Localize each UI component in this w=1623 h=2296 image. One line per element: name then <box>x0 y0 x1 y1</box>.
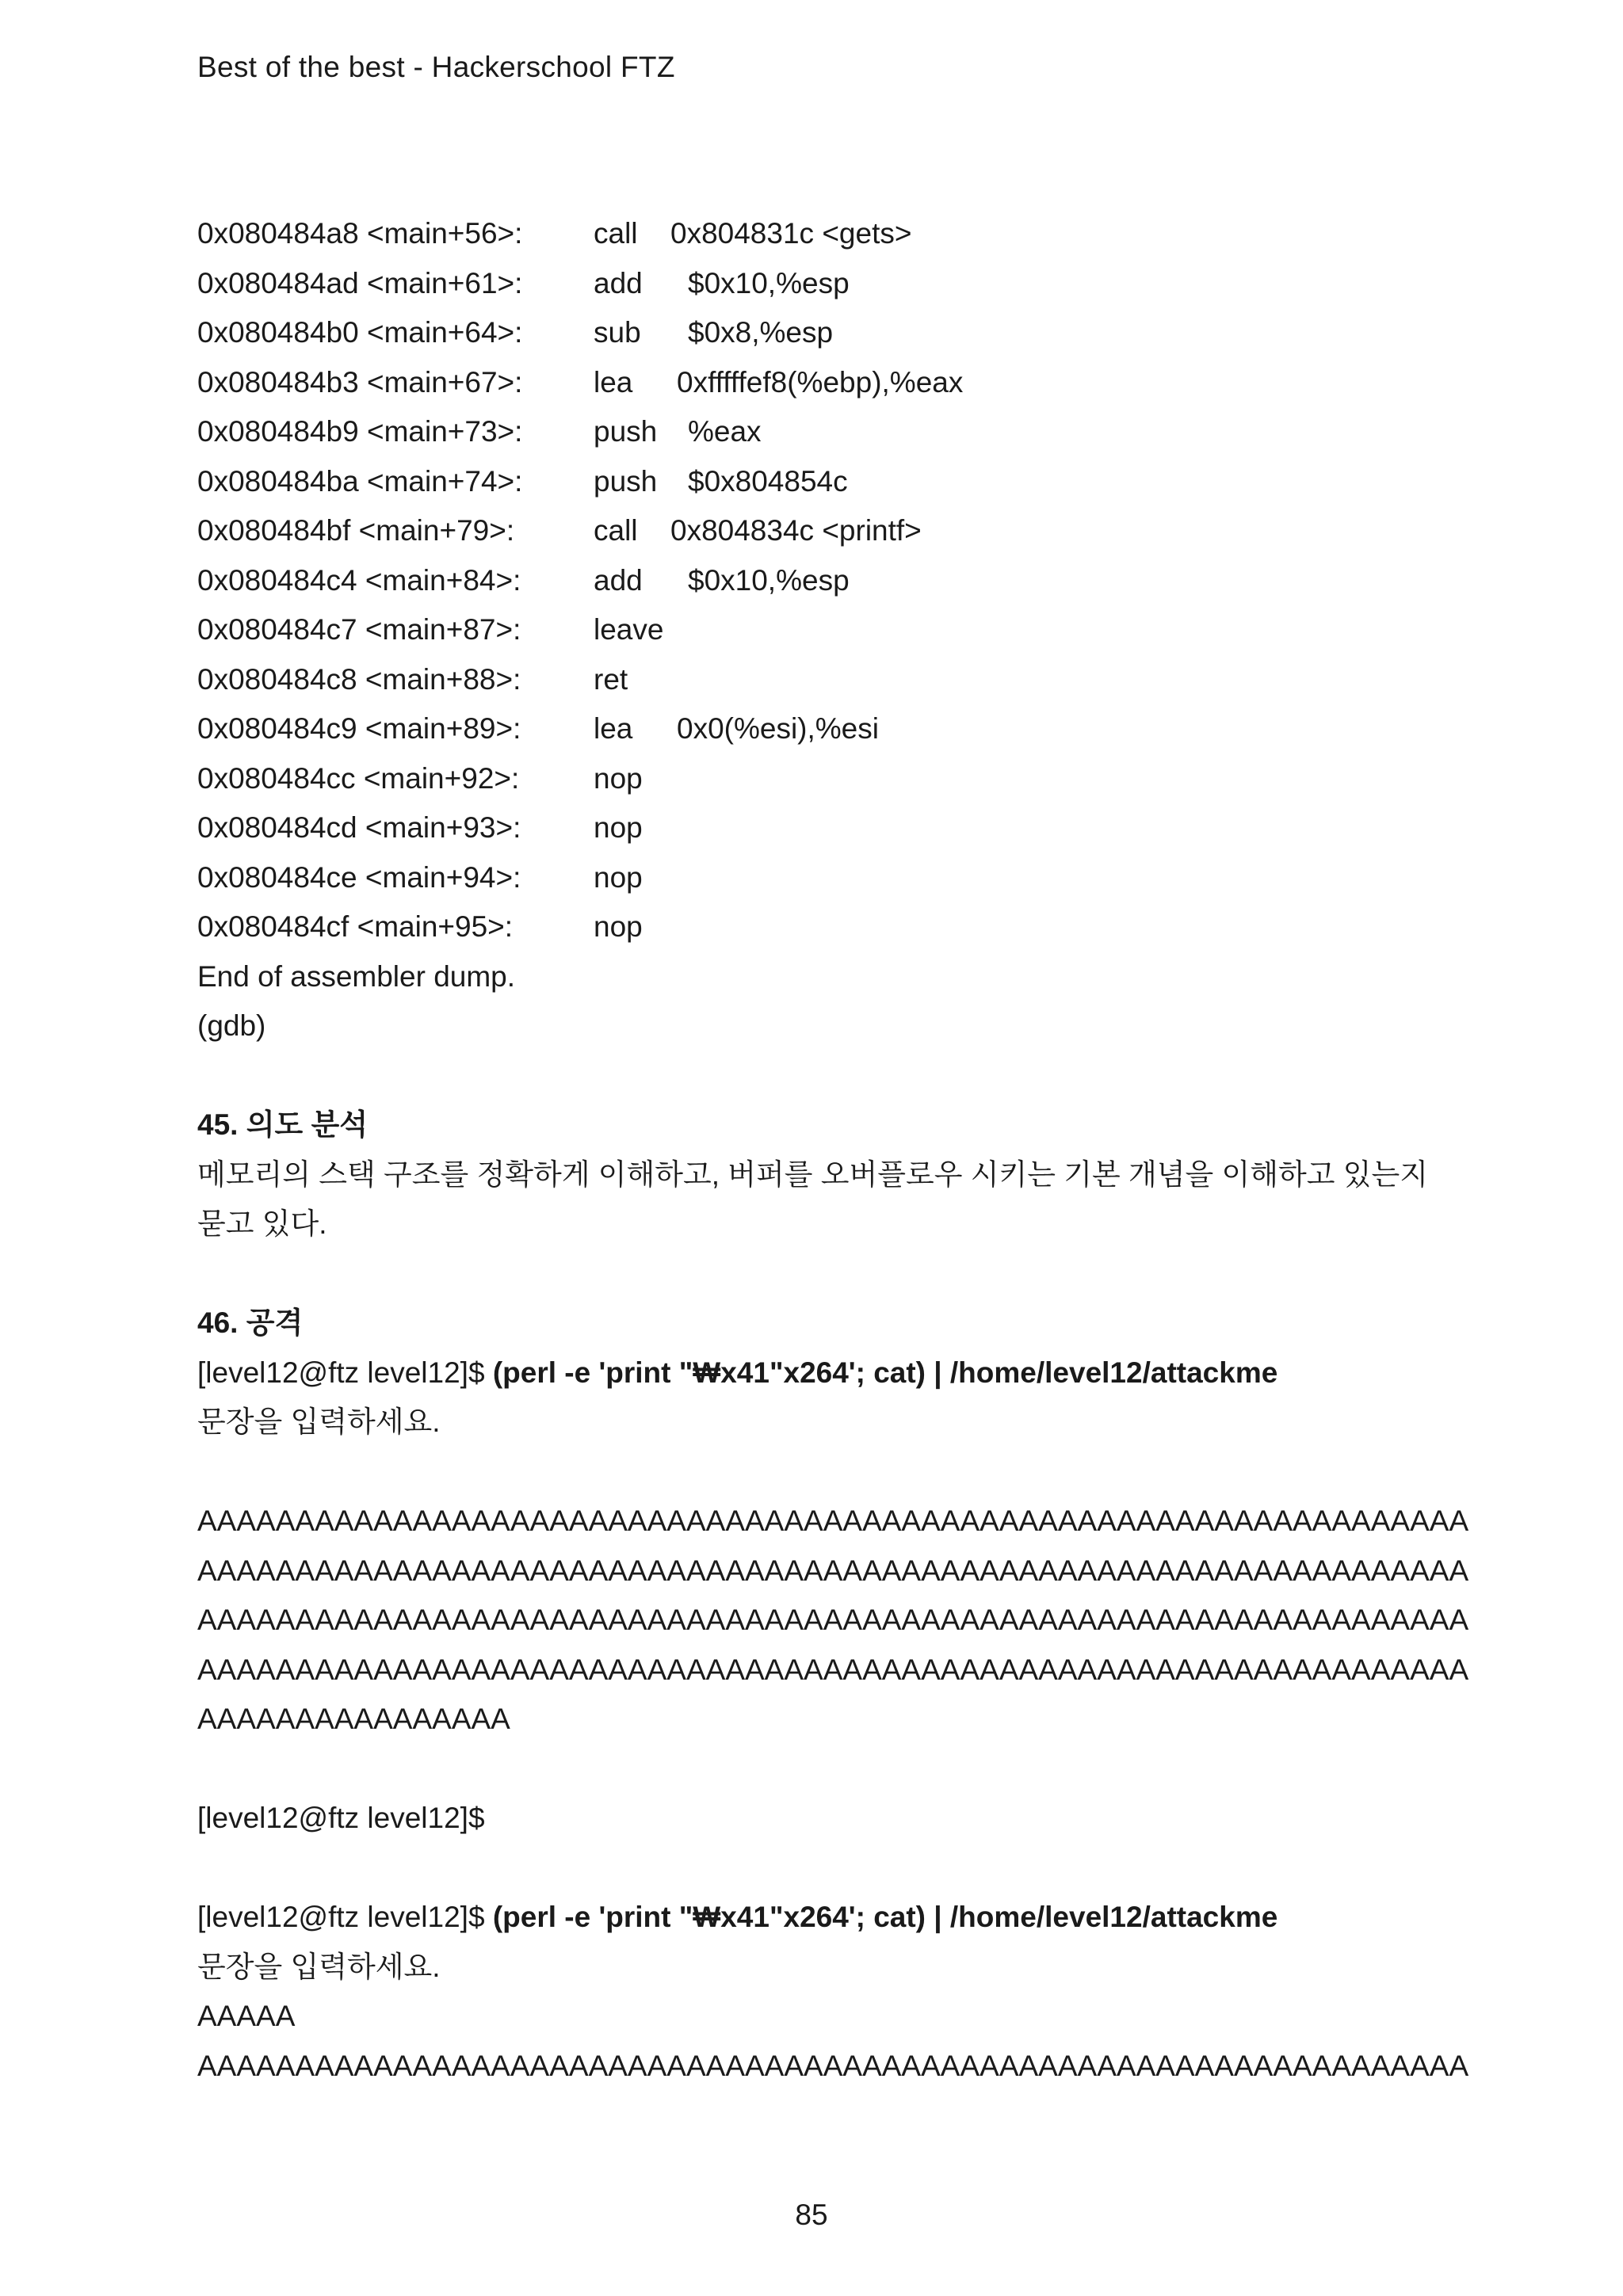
program-output-line: AAAAAAAAAAAAAAAAAAAAAAAAAAAAAAAAAAAAAAAAAAAAAAAAAAAAAAAAAAAAAAAAA <box>197 1505 1469 1537</box>
asm-opcode: call <box>594 217 638 250</box>
asm-line <box>197 457 1434 507</box>
asm-opcode: nop <box>594 860 643 894</box>
asm-operand: 0x804834c <printf> <box>670 514 922 547</box>
asm-opcode: sub <box>594 316 641 349</box>
asm-address: 0x080484c9 <main+89>: <box>197 712 521 745</box>
asm-address: 0x080484ce <main+94>: <box>197 860 521 894</box>
section-body: 메모리의 스택 구조를 정확하게 이해하고, 버퍼를 오버플로우 시키는 기본 개념을 이해하고 있는지 묻고 있다. <box>197 1158 1429 1240</box>
asm-address: 0x080484bf <main+79>: <box>197 514 515 547</box>
program-message: 문장을 입력하세요. <box>197 1405 441 1438</box>
asm-opcode: lea <box>594 365 633 399</box>
program-output-line: AAAAA <box>197 2000 296 2032</box>
asm-opcode: push <box>594 464 658 498</box>
asm-operand: 0xfffffef8(%ebp),%eax <box>677 365 964 399</box>
page-number: 85 <box>795 2199 828 2231</box>
asm-address: 0x080484b3 <main+67>: <box>197 365 523 399</box>
program-output-line: AAAAAAAAAAAAAAAAAAAAAAAAAAAAAAAAAAAAAAAAAAAAAAAAAAAAAAAAAAAAAAAAA <box>197 1554 1469 1587</box>
asm-line <box>197 853 1434 903</box>
shell-prompt-line: [level12@ftz level12]$ <box>197 1802 485 1834</box>
program-output-line: AAAAAAAAAAAAAAAAAAAAAAAAAAAAAAAAAAAAAAAAAAAAAAAAAAAAAAAAAAAAAAAAA <box>197 2049 1469 2082</box>
asm-address: 0x080484c4 <main+84>: <box>197 563 521 597</box>
asm-address: 0x080484ba <main+74>: <box>197 464 523 498</box>
asm-opcode: ret <box>594 662 628 696</box>
asm-address: 0x080484a8 <main+56>: <box>197 217 523 250</box>
assembler-dump <box>197 209 1434 1051</box>
section-heading: 45. 의도 분석 <box>197 1108 368 1141</box>
shell-prompt: [level12@ftz level12]$ <box>197 1901 493 1933</box>
shell-prompt: [level12@ftz level12]$ <box>197 1356 493 1389</box>
asm-opcode: call <box>594 514 638 547</box>
program-output-line: AAAAAAAAAAAAAAAAAAAAAAAAAAAAAAAAAAAAAAAAAAAAAAAAAAAAAAAAAAAAAAAAA <box>197 1604 1469 1636</box>
asm-address: 0x080484cf <main+95>: <box>197 910 514 943</box>
asm-operand: $0x804854c <box>688 464 848 498</box>
asm-address: 0x080484cd <main+93>: <box>197 811 521 844</box>
asm-line <box>197 358 1434 408</box>
asm-line <box>197 259 1434 309</box>
asm-address: 0x080484b9 <main+73>: <box>197 415 523 448</box>
asm-operand: $0x10,%esp <box>688 266 850 299</box>
asm-opcode: leave <box>594 613 664 646</box>
asm-address: 0x080484cc <main+92>: <box>197 761 520 795</box>
asm-end-line: End of assembler dump. <box>197 959 516 993</box>
asm-operand: 0x0(%esi),%esi <box>677 712 879 745</box>
program-message: 문장을 입력하세요. <box>197 1950 441 1983</box>
asm-line <box>197 704 1434 754</box>
shell-command: (perl -e 'print "₩x41"x264'; cat) | /home/level12/attackme <box>492 1356 1278 1389</box>
asm-opcode: nop <box>594 761 643 795</box>
asm-address: 0x080484c7 <main+87>: <box>197 613 521 646</box>
asm-address: 0x080484b0 <main+64>: <box>197 316 523 349</box>
asm-opcode: add <box>594 266 643 299</box>
shell-command-line <box>197 1348 1434 1398</box>
asm-line <box>197 407 1434 457</box>
asm-line <box>197 605 1434 655</box>
asm-opcode: nop <box>594 910 643 943</box>
asm-line <box>197 754 1434 804</box>
shell-command: (perl -e 'print "₩x41"x264'; cat) | /home/level12/attackme <box>492 1901 1278 1933</box>
running-header: Best of the best - Hackerschool FTZ <box>197 51 675 83</box>
asm-line <box>197 506 1434 556</box>
section-45 <box>197 1100 1434 1249</box>
shell-command-line <box>197 1893 1434 1943</box>
program-output-line: AAAAAAAAAAAAAAAA <box>197 1703 510 1735</box>
section-heading: 46. 공격 <box>197 1306 304 1339</box>
asm-opcode: lea <box>594 712 633 745</box>
section-46 <box>197 1299 1469 2091</box>
asm-operand: $0x10,%esp <box>688 563 850 597</box>
page-content <box>197 209 1469 2091</box>
asm-line <box>197 902 1434 952</box>
asm-opcode: nop <box>594 811 643 844</box>
asm-address: 0x080484ad <main+61>: <box>197 266 523 299</box>
asm-operand: $0x8,%esp <box>688 316 834 349</box>
program-output-line: AAAAAAAAAAAAAAAAAAAAAAAAAAAAAAAAAAAAAAAAAAAAAAAAAAAAAAAAAAAAAAAAA <box>197 1653 1469 1686</box>
asm-line <box>197 803 1434 853</box>
asm-operand: 0x804831c <gets> <box>670 217 912 250</box>
asm-address: 0x080484c8 <main+88>: <box>197 662 521 696</box>
asm-line <box>197 655 1434 705</box>
asm-line <box>197 209 1434 259</box>
asm-operand: %eax <box>688 415 762 448</box>
asm-opcode: add <box>594 563 643 597</box>
asm-opcode: push <box>594 415 658 448</box>
asm-line <box>197 556 1434 606</box>
asm-line <box>197 308 1434 358</box>
gdb-prompt: (gdb) <box>197 1009 266 1042</box>
